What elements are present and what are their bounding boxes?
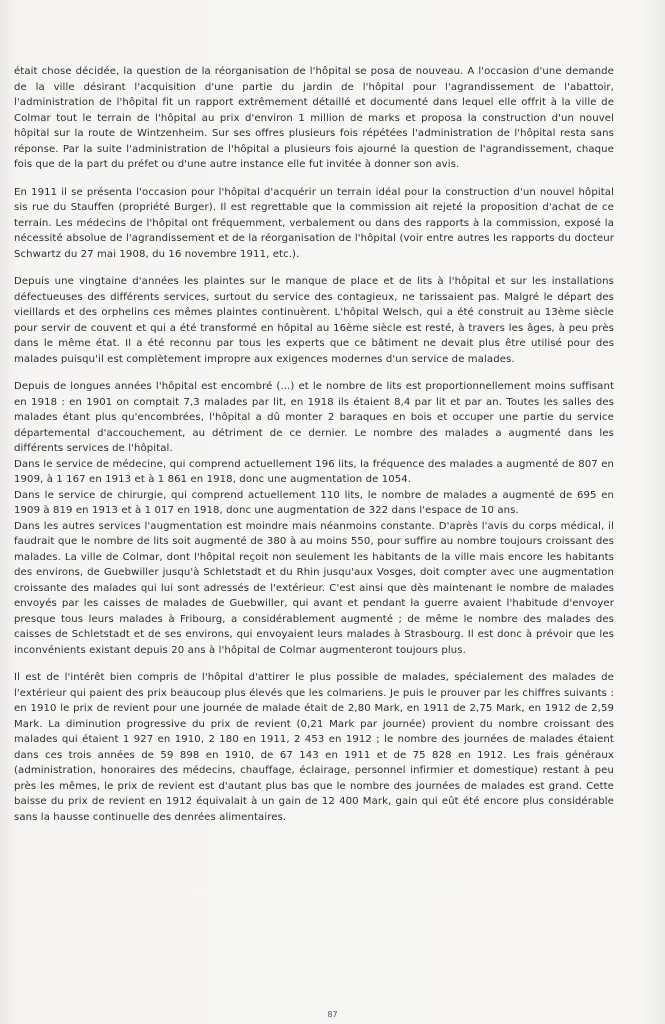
page-number: 87 [327, 1010, 338, 1019]
paragraph-1: était chose décidée, la question de la réorganisation de l'hôpital se posa de nouveau. A l'occasion d'une demande de la ville désirant l'acquisition d'une partie du jardin de l'hôpital pour l'agrandissement de l'abattoir, l'administration de l'hôpital fit un rapport extrêmement détaillé et documenté dans lequel elle offrit à la ville de Colmar tout le terrain de l'hôpital au prix d'environ 1 million de marks et proposa la construction d'un nouvel hôpital sur la route de Wintzenheim. Sur ses offres plusieurs fois répétées l'administration de l'hôpital resta sans réponse. Par la suite l'administration de l'hôpital a plusieurs fois ajourné la question de l'agrandissement, chaque fois que de la part du préfet ou d'une autre instance elle fut invitée à donner son avis. [14, 66, 614, 170]
paragraph-8: Il est de l'intérêt bien compris de l'hôpital d'attirer le plus possible de malades, spécialement des malades de l'extérieur qui paient des prix beaucoup plus élevés que les colmariens. Je puis le prouver par les chiffres suivants : en 1910 le prix de revient pour une journée de malade était de 2,80 Mark, en 1911 de 2,75 Mark, en 1912 de 2,59 Mark. La diminution progressive du prix de revient (0,21 Mark par journée) provient du nombre croissant des malades qui étaient 1 927 en 1910, 2 180 en 1911, 2 453 en 1912 ; le nombre des journées de malades étaient dans ces trois années de 59 898 en 1910, de 67 143 en 1911 et de 75 828 en 1912. Les frais généraux (administration, honoraires des médecins, chauffage, éclairage, personnel infirmier et domestique) restant à peu près les mêmes, le prix de revient est d'autant plus bas que le nombre des journées de malades est grand. Cette baisse du prix de revient en 1912 équivalait à un gain de 12 400 Mark, gain qui eût été encore plus considérable sans la hausse continuelle des denrées alimentaires. [14, 672, 614, 823]
document-body [14, 64, 614, 837]
paragraph-2: En 1911 il se présenta l'occasion pour l'hôpital d'acquérir un terrain idéal pour la construction d'un nouvel hôpital sis rue du Stauffen (propriété Burger). Il est regrettable que la commission ait rejeté la proposition d'achat de ce terrain. Les médecins de l'hôpital ont fréquemment, verbalement ou dans des rapports à la commission, exposé la nécessité absolue de l'agrandissement et de la réorganisation de l'hôpital (voir entre autres les rapports du docteur Schwartz du 27 mai 1908, du 16 novembre 1911, etc.). [14, 186, 614, 260]
paragraph-6: Dans le service de chirurgie, qui comprend actuellement 110 lits, le nombre de malades a augmenté de 695 en 1909 à 819 en 1913 et à 1 017 en 1918, donc une augmentation de 322 dans l'espace de 10 ans. [14, 489, 614, 516]
paragraph-4: Depuis de longues années l'hôpital est encombré (...) et le nombre de lits est proportionnellement moins suffisant en 1918 : en 1901 on comptait 7,3 malades par lit, en 1918 ils étaient 8,4 par lit et par an. Toutes les salles des malades étant plus qu'encombrées, l'hôpital a dû monter 2 baraques en bois et occuper une partie du service départemental d'accouchement, au détriment de ce dernier. Le nombre des malades a augmenté dans les différents services de l'hôpital. [14, 381, 614, 454]
paragraph-5: Dans le service de médecine, qui comprend actuellement 196 lits, la fréquence des malades a augmenté de 807 en 1909, à 1 167 en 1913 et à 1 861 en 1918, donc une augmentation de 1054. [14, 458, 614, 485]
paragraph-7: Dans les autres services l'augmentation est moindre mais néanmoins constante. D'après l'avis du corps médical, il faudrait que le nombre de lits soit augmenté de 380 à au moins 550, pour suffire au nombre toujours croissant des malades. La ville de Colmar, dont l'hôpital reçoit non seulement les habitants de la ville mais encore les habitants des environs, de Guebwiller jusqu'à Schletstadt et du Rhin jusqu'aux Vosges, doit compter avec une augmentation croissante des malades qui lui sont adressés de l'extérieur. C'est ainsi que dès maintenant le nombre de malades envoyés par les caisses de malades de Guebwiller, qui avant et pendant la guerre avaient l'habitude d'envoyer presque tous leurs malades à Fribourg, a considérablement augmenté ; de même le nombre des malades des caisses de Schletstadt et de ses environs, qui envoyaient leurs malades à Strasbourg. Il est donc à prévoir que les inconvénients existant depuis 20 ans à l'hôpital de Colmar augmenteront toujours plus. [14, 520, 614, 656]
paragraph-3: Depuis une vingtaine d'années les plaintes sur le manque de place et de lits à l'hôpital et sur les installations défectueuses des différents services, surtout du service des contagieux, ne tarissaient pas. Malgré le départ des vieillards et des orphelins ces mêmes plaintes continuèrent. L'hôpital Welsch, qui a été construit au 13ème siècle pour servir de couvent et qui a été transformé en hôpital au 16ème siècle est resté, à travers les âges, à peu près dans le même état. Il a été reconnu par tous les experts que ce bâtiment ne devait plus être utilisé pour des malades puisqu'il est complètement impropre aux exigences modernes d'un service de malades. [14, 276, 614, 365]
